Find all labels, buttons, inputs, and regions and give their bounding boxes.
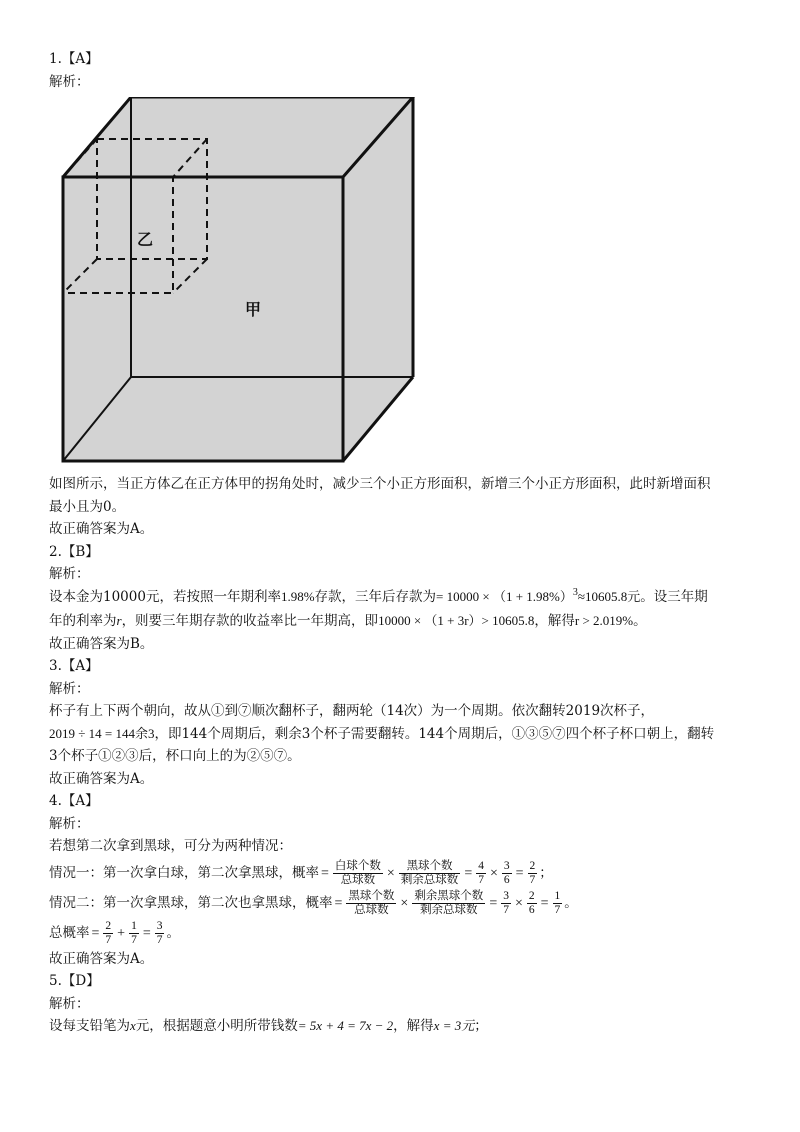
q5-solution: x = 3元 xyxy=(433,1018,475,1033)
q3-line1: 杯子有上下两个朝向，故从①到⑦顺次翻杯子，翻两轮（14次）为一个周期。依次翻转2019次杯子， xyxy=(49,703,655,719)
fraction: $\frac{3}{7}$ xyxy=(156,919,163,946)
q4-conclusion: 故正确答案为A。 xyxy=(49,950,154,967)
q5-analysis-label: 解析： xyxy=(49,995,90,1012)
fraction: $\frac{3}{7}$ xyxy=(503,889,509,916)
q3-analysis-label: 解析： xyxy=(49,680,90,697)
fraction: $\frac{2}{7}$ xyxy=(105,919,112,946)
q5-line1: 设每支铅笔为x元，根据题意小明所带钱数= 5x + 4 = 7x − 2，解得x = 3元； xyxy=(49,1018,488,1034)
fraction: $\frac{3}{6}$ xyxy=(503,859,510,886)
q2-heading: 2.【B】 xyxy=(49,543,99,560)
cube-front-face xyxy=(63,177,343,461)
q3-conclusion: 故正确答案为A。 xyxy=(49,770,154,787)
fraction: $\frac{2}{6}$ xyxy=(528,889,535,916)
q4-heading: 4.【A】 xyxy=(49,793,99,809)
q2-line1: 设本金为10000元，若按照一年期利率1.98%存款，三年后存款为= $10000 \times (1 + 1.98\%)^3\approx 10605.8$元。设三年期 xyxy=(49,586,708,605)
q4-case1: 情况一：第一次拿白球，第二次拿黑球，概率 = $\frac{\text{白球个数}}{\text{总球数}}$ × $\frac{\text{黑球个数}}{\text{剩余总球数}}$ = $\frac{4}{7}$ × $\frac{3}{6}$ = $\frac{2}{7}$ ； xyxy=(49,859,553,886)
q3-heading: 3.【A】 xyxy=(49,658,99,674)
q4-total: 总概率 = $\frac{2}{7}$ + $\frac{1}{7}$ = $\frac{3}{7}$ 。 xyxy=(49,919,180,946)
q2-line2: 年的利率为r，则要三年期存款的收益率比一年期高，即10000 × （1 + 3r）> 10605.8，解得r > 2.019%。 xyxy=(49,613,647,629)
q1-analysis-label: 解析： xyxy=(49,73,90,90)
cube-diagram xyxy=(55,97,415,469)
q1-conclusion: 故正确答案为A。 xyxy=(49,521,154,537)
q2-analysis-label: 解析： xyxy=(49,566,90,582)
q2-inequality: 10000 × （1 + 3r）> 10605.8 xyxy=(378,613,535,628)
q1-text-line2: 最小且为0。 xyxy=(49,498,126,515)
fraction: $\frac{\text{黑球个数}}{\text{总球数}}$ xyxy=(348,889,395,916)
label-big-cube: 甲 xyxy=(245,300,262,319)
q4-intro: 若想第二次拿到黑球，可分为两种情况： xyxy=(49,838,292,854)
cube-figure xyxy=(55,97,415,469)
q3-line3: 3个杯子①②③后，杯口向上的为②⑤⑦。 xyxy=(49,748,301,764)
q5-heading: 5.【D】 xyxy=(49,973,100,989)
q1-text-line1: 如图所示，当正方体乙在正方体甲的拐角处时，减少三个小正方形面积，新增三个小正方形面积，此时新增面积 xyxy=(49,476,711,492)
q2-result: ≈10605.8元 xyxy=(577,588,641,604)
q4-analysis-label: 解析： xyxy=(49,815,90,832)
fraction: $\frac{\text{剩余黑球个数}}{\text{剩余总球数}}$ xyxy=(414,889,484,916)
q5-equation: = 5x + 4 = 7x − 2 xyxy=(297,1018,394,1033)
q2-conclusion: 故正确答案为B。 xyxy=(49,635,154,652)
q2-expr: = 10000 × （1 + 1.98%） xyxy=(436,588,573,604)
fraction: $\frac{1}{7}$ xyxy=(131,919,137,946)
fraction: $\frac{2}{7}$ xyxy=(529,859,536,886)
q3-line2: 2019 ÷ 14 = 144余3，即144个周期后，剩余3个杯子需要翻转。144个周期后，①③⑤⑦四个杯子杯口朝上，翻转 xyxy=(49,725,715,742)
fraction: $\frac{\text{白球个数}}{\text{总球数}}$ xyxy=(334,859,381,886)
q1-heading: 1.【A】 xyxy=(49,51,99,67)
q2-rate: 1.98% xyxy=(280,588,315,604)
q2-solution: r > 2.019% xyxy=(574,613,634,628)
fraction: $\frac{4}{7}$ xyxy=(478,859,484,886)
label-small-cube: 乙 xyxy=(137,230,154,249)
q4-case2: 情况二：第一次拿黑球，第二次也拿黑球，概率 = $\frac{\text{黑球个数}}{\text{总球数}}$ × $\frac{\text{剩余黑球个数}}{\text{剩余总球数}}$ = $\frac{3}{7}$ × $\frac{2}{6}$ = $\frac{1}{7}$ 。 xyxy=(49,889,578,916)
fraction: $\frac{\text{黑球个数}}{\text{剩余总球数}}$ xyxy=(400,859,459,886)
fraction: $\frac{1}{7}$ xyxy=(554,889,561,916)
answer-content xyxy=(49,48,759,1038)
q3-division: 2019 ÷ 14 = 144余3 xyxy=(49,725,155,741)
